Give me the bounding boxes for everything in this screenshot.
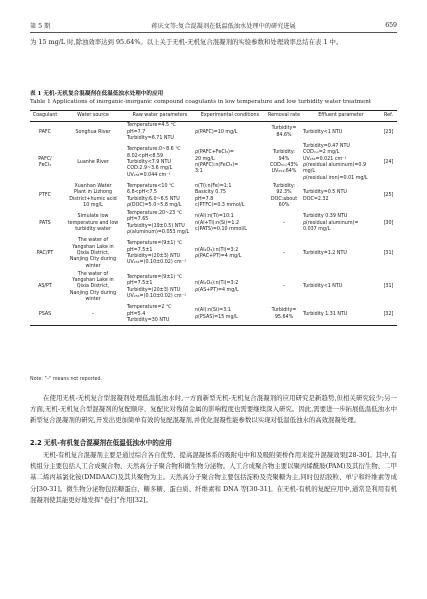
cell-ref: [25] xyxy=(383,193,394,199)
cell-water-source xyxy=(60,210,126,237)
body-paragraph-1 xyxy=(30,393,397,427)
cell-line: Temperature=(9±1) ℃ xyxy=(127,274,183,280)
cell-line: Yangshan Lake in xyxy=(72,278,114,284)
cell-line: Turbidity 1.31 NTU xyxy=(303,311,348,317)
cell-coagulant xyxy=(30,210,60,237)
cell-line: 8.02<pH<8.59 xyxy=(127,153,164,159)
cell-line: COD₃ₘ:43% xyxy=(269,163,298,169)
cell-line: pH=7.8 xyxy=(195,196,214,202)
cell-line: ρ(PSAS)=15 mg/L xyxy=(195,314,238,320)
issue-label: 第 5 期 xyxy=(30,22,51,30)
cell-line: Turbidity=1.2 NTU xyxy=(303,250,347,256)
cell-line: UV₂₅₄:64% xyxy=(271,169,297,175)
cell-effluent-parameter xyxy=(302,304,380,325)
cell-line: – xyxy=(282,220,286,226)
cell-line: c(PTFC)=0.3 mmol/L xyxy=(195,202,245,208)
header-experimental-conditions: Experimental conditions xyxy=(194,111,266,122)
page-header xyxy=(30,19,397,31)
cell-coagulant xyxy=(30,304,60,325)
cell-line: pH=7.5±1 xyxy=(127,281,153,287)
cell-line: pH=7.5±1 xyxy=(127,247,153,253)
cell-line: PATS xyxy=(39,220,51,226)
cell-line: 94% xyxy=(278,156,290,162)
cell-line: 92.3% xyxy=(276,190,292,196)
cell-line: n(Al₂O₃):n(Ti)=3:2 xyxy=(195,281,239,287)
cell-line: 20 mg/L xyxy=(195,156,215,162)
cell-ref: [31] xyxy=(383,284,394,290)
cell-line: Nanjing City during xyxy=(69,290,117,296)
cell-experimental-conditions xyxy=(194,122,266,143)
cell-water-source xyxy=(60,143,126,183)
table-caption xyxy=(30,90,397,106)
cell-water-source xyxy=(60,122,126,143)
cell-line: Turbidity=(20±3) NTU xyxy=(127,287,181,293)
cell-removal-rate xyxy=(266,183,302,210)
cell-line: PAFC xyxy=(39,129,51,135)
cell-line: PSAS xyxy=(38,311,52,317)
cell-removal-rate xyxy=(266,143,302,183)
table-row xyxy=(30,183,397,210)
table-row xyxy=(30,237,397,270)
intro-paragraph xyxy=(30,37,397,48)
cell-water-source xyxy=(60,304,126,325)
cell-ref: [30] xyxy=(383,220,394,226)
cell-effluent-parameter xyxy=(302,237,380,270)
cell-line: Xuanhan Water xyxy=(74,183,112,189)
cell-line: Qixia District, xyxy=(76,284,110,290)
cell-line: pH=7.7 xyxy=(127,129,146,135)
table-row xyxy=(30,122,397,143)
cell-line: AS/PT xyxy=(38,284,52,290)
cell-line: Plant in Lizhong xyxy=(73,190,113,196)
cell-line: PTFC xyxy=(39,193,51,199)
cell-coagulant xyxy=(30,143,60,183)
table-row xyxy=(30,304,397,325)
cell-line: Turbidity=6.71 NTU xyxy=(127,135,174,141)
cell-line: UV₂₅₄=0.021 cm⁻¹ xyxy=(303,156,347,162)
cell-line: ρ(DOC)=5.0~5.8 mg/L xyxy=(127,202,182,208)
cell-line: 10 mg/L xyxy=(83,202,103,208)
cell-raw-water xyxy=(126,183,194,210)
cell-line: c(PATS)=0.10 mmol/L xyxy=(195,226,247,232)
cell-line: 3:1 xyxy=(195,169,203,175)
cell-removal-rate xyxy=(266,237,302,270)
table-caption-en: Table 1 Applications of inorganic-inorganic compound coagulants in low temperature and low turbidity water treatment xyxy=(30,99,372,105)
cell-line: n(PAFC):n(FeCl₃)= xyxy=(195,163,239,169)
cell-line: Turbidity= xyxy=(271,308,297,314)
cell-experimental-conditions xyxy=(194,271,266,304)
cell-experimental-conditions xyxy=(194,183,266,210)
cell-line: ρ(residual aluminum)=0.9 mg/L xyxy=(303,163,367,175)
cell-line: winter xyxy=(85,263,101,269)
header-water-source: Water source xyxy=(60,111,126,122)
cell-line: Temperature=(9±1) ℃ xyxy=(127,241,183,247)
cell-line: temperature and low xyxy=(67,220,119,226)
cell-coagulant xyxy=(30,183,60,210)
cell-line: n(Al+Ti):n(Si)=1:2 xyxy=(195,220,240,226)
cell-line: Temperature<10 ℃ xyxy=(127,183,175,189)
cell-removal-rate xyxy=(266,304,302,325)
cell-line: ρ(residual aluminum)= xyxy=(303,220,359,226)
cell-line: Luanhe River xyxy=(77,159,109,165)
cell-ref: [31] xyxy=(383,250,394,256)
cell-raw-water xyxy=(126,143,194,183)
cell-line: COD:2.9~3.6 mg/L xyxy=(127,166,173,172)
cell-line: Nanjing City during xyxy=(69,257,117,263)
table-row xyxy=(30,210,397,237)
header-ref: Ref. xyxy=(380,111,397,122)
running-title: 蒋庆文等:复合混凝剂在低温低浊水处理中的研究进展 xyxy=(151,22,296,30)
cell-line: – xyxy=(91,311,95,317)
cell-line: n(Ti):n(Fe)=1:1 xyxy=(195,183,232,189)
cell-effluent-parameter xyxy=(302,210,380,237)
header-removal-rate: Removal rate xyxy=(266,111,302,122)
cell-experimental-conditions xyxy=(194,237,266,270)
cell-water-source xyxy=(60,237,126,270)
cell-line: The water of xyxy=(77,238,109,244)
cell-line: The water of xyxy=(77,271,109,277)
cell-water-source xyxy=(60,183,126,210)
header-effluent-parameter: Effluent parameter xyxy=(302,111,380,122)
table-row xyxy=(30,143,397,183)
cell-line: ρ(residual iron)=0.01 mg/L xyxy=(303,175,368,181)
cell-line: 60% xyxy=(278,202,290,208)
table-row xyxy=(30,271,397,304)
header-raw-water: Raw water parameters xyxy=(126,111,194,122)
header-divider xyxy=(30,32,397,33)
cell-line: Turbidity:6.0~6.5 NTU xyxy=(127,196,180,202)
cell-line: Turbidity: xyxy=(273,183,295,189)
header-coagulant: Coagulant xyxy=(30,111,60,122)
cell-line: Temperature=2 ℃ xyxy=(127,305,172,311)
cell-experimental-conditions xyxy=(194,304,266,325)
cell-line: Simulate low xyxy=(77,214,109,220)
cell-line: n(Al):n(Ti)=10:1 xyxy=(195,214,234,220)
cell-line: 0.037 mg/L xyxy=(303,226,331,232)
cell-experimental-conditions xyxy=(194,210,266,237)
cell-line: District+humic acid xyxy=(69,196,117,202)
cell-line: Turbidity=0.47 NTU xyxy=(303,144,350,150)
cell-line: n(Al₂O₃):n(Ti)=3:2 xyxy=(195,247,239,253)
cell-ref: [24] xyxy=(383,159,394,165)
table-caption-cn: 表 1 无机-无机复合混凝剂在低温低浊水处理中的应用 xyxy=(30,91,164,97)
cell-line: 84.6% xyxy=(276,132,292,138)
coagulant-table xyxy=(30,110,397,326)
cell-line: turbidity water xyxy=(75,226,111,232)
cell-raw-water xyxy=(126,122,194,143)
cell-line: Turbidity=(19±0.5) NTU xyxy=(127,223,185,229)
cell-line: pH=7.65 xyxy=(127,217,149,223)
cell-effluent-parameter xyxy=(302,271,380,304)
cell-effluent-parameter xyxy=(302,122,380,143)
paragraph-1-text: 在使用无机-无机复合型混凝剂处理低温低浊水时,一方面新型无机-无机复合混凝剂的应用研究是新趋势,但相关研究较少;另一方面,无机-无机复合型混凝剂的复配顺序、复配比对残留金属的影响程度也需要继续深入研究。因此,需要进一步拓展低温低浊水中新型复合混凝剂的研究,开发出更加简单有效的复配混凝剂,并优化混凝性能参数以实现对低温低浊水的高效混凝处理。 xyxy=(30,394,397,425)
cell-line: n(Al):n(Si)=3:1 xyxy=(195,308,231,314)
section-heading: 2.2 无机-有机复合混凝剂在低温低浊水中的应用 xyxy=(30,439,172,447)
cell-line: UV₂₅₄=0.044 cm⁻¹ xyxy=(127,172,171,178)
cell-line: UV₂₅₄=(0.10±0.02) cm⁻¹ xyxy=(127,293,186,299)
cell-line: Turbidity 0.39 NTU xyxy=(303,214,348,220)
cell-line: CODₘₙ=2 mg/L xyxy=(303,150,340,156)
cell-effluent-parameter xyxy=(302,143,380,183)
cell-line: ρ(PAFC)=10 mg/L xyxy=(195,129,238,135)
cell-coagulant xyxy=(30,271,60,304)
cell-line: ρ(PAFC+FeCl₃)= xyxy=(195,150,234,156)
cell-line: Basicity 0.75 xyxy=(195,190,226,196)
cell-raw-water xyxy=(126,237,194,270)
cell-line: – xyxy=(282,284,286,290)
cell-line: ρ(aluminum)=0.053 mg/L xyxy=(127,230,190,236)
cell-line: FeCl₃ xyxy=(38,163,52,169)
cell-effluent-parameter xyxy=(302,183,380,210)
cell-line: – xyxy=(282,250,286,256)
cell-line: Turbidity<1 NTU xyxy=(303,284,343,290)
cell-raw-water xyxy=(126,210,194,237)
cell-line: DOC:about xyxy=(270,196,298,202)
cell-water-source xyxy=(60,271,126,304)
cell-removal-rate xyxy=(266,210,302,237)
cell-line: Turbidity<7.9 NTU xyxy=(127,159,171,165)
cell-line: Turbidity=0.5 NTU xyxy=(303,190,347,196)
table-note: Note: "–" means not reported. xyxy=(30,377,103,382)
cell-raw-water xyxy=(126,304,194,325)
cell-line: 6.8<pH<7.5 xyxy=(127,190,157,196)
cell-line: Turbidity=(20±3) NTU xyxy=(127,254,181,260)
cell-line: PAFC/ xyxy=(38,156,52,162)
cell-ref: [23] xyxy=(383,129,394,135)
cell-line: UV₂₅₄=(0.10±0.02) cm⁻¹ xyxy=(127,260,186,266)
cell-line: Temperature:20~23 ℃ xyxy=(127,211,183,217)
page-number: 659 xyxy=(385,21,397,29)
cell-line: Temperature:0~8.6 ℃ xyxy=(127,147,181,153)
cell-line: PAC/PT xyxy=(36,250,54,256)
cell-removal-rate xyxy=(266,271,302,304)
cell-coagulant xyxy=(30,122,60,143)
cell-line: pH=5.4 xyxy=(127,311,146,317)
cell-line: Yangshan Lake in xyxy=(72,244,114,250)
cell-coagulant xyxy=(30,237,60,270)
cell-line: Turbidity: xyxy=(273,150,295,156)
cell-removal-rate xyxy=(266,122,302,143)
cell-line: Turbidity= xyxy=(271,126,297,132)
cell-line: ρ(AS+PT)=4 mg/L xyxy=(195,287,239,293)
cell-line: Songhua River xyxy=(75,129,111,135)
cell-line: Turbidity=30 NTU xyxy=(127,317,170,323)
cell-line: ρ(PAC+PT)=4 mg/L xyxy=(195,254,242,260)
cell-line: Qixia District, xyxy=(76,250,110,256)
body-paragraph-2 xyxy=(30,450,397,506)
cell-ref: [32] xyxy=(380,304,397,325)
intro-text: 为 15 mg/L 时,除浊效率达到 95.64%。以上关于无机-无机复合混凝剂的实验参数和处理效率总结在表 1 中。 xyxy=(30,38,343,46)
cell-raw-water xyxy=(126,271,194,304)
cell-experimental-conditions xyxy=(194,143,266,183)
cell-line: DOC=2.32 xyxy=(303,196,329,202)
cell-line: 95.64% xyxy=(274,314,294,320)
cell-line: winter xyxy=(85,297,101,303)
cell-line: Temperature=4.5 ℃ xyxy=(127,123,176,129)
cell-line: Turbidity<1 NTU xyxy=(303,129,343,135)
table-header-row xyxy=(30,111,397,122)
paragraph-2-text: 无机-有机复合混凝剂主要是通过综合各自优势、提高混凝体系的吸附电中和及吸附架桥作用来提升混凝效果[28-30]。其中,有机组分主要包括人工合成聚合物、天然高分子聚合物和微生物分泌物。人工合成聚合物主要以聚丙烯酰胺(PAM)及其衍生物、二甲基二烯丙基氯化铵(DMDAAC)及其共聚物为主。天然高分子聚合物主要包括淀粉及壳聚糖为主,同时包括胶粒、单宁和纤维素等成分[30-31]。微生物分泌物包括糖蛋白、糖多糖、蛋白质、纤维素和 DNA 等[30-31]。在无机-有机的复配应用中,通常是利用有机混凝剂使其能更好地发挥“卷扫”作用[32]。 xyxy=(30,451,397,504)
